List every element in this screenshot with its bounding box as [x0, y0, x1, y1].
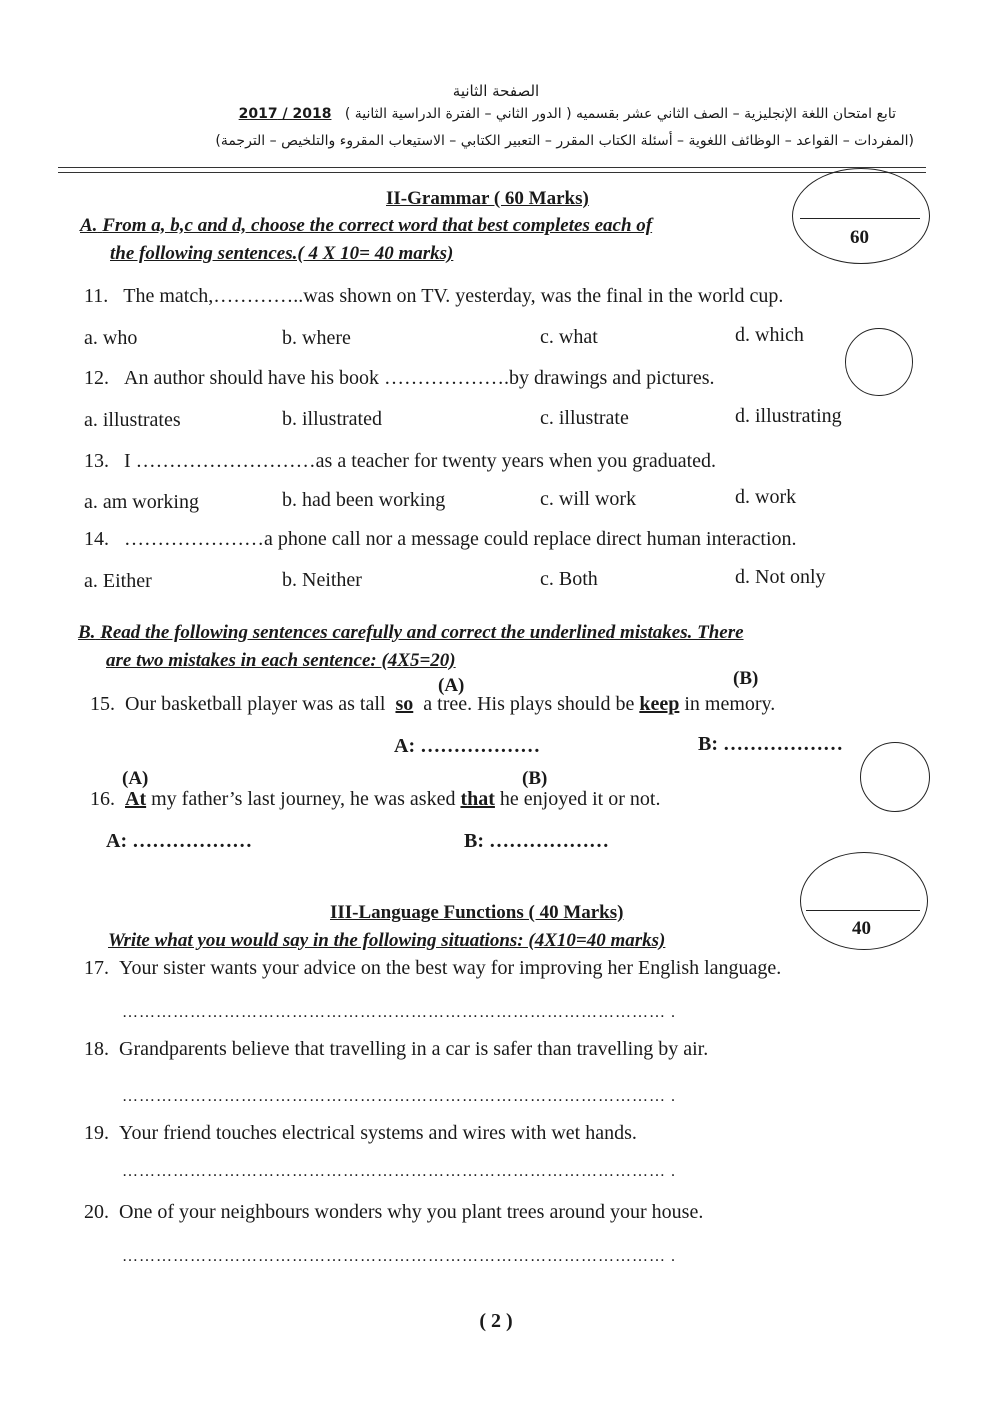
- q15-mistake-a: so: [395, 693, 414, 715]
- q14-option-c: c. Both: [540, 568, 598, 590]
- question-17: 17. Your sister wants your advice on the best way for improving her English language.: [84, 957, 782, 979]
- part-a-instruction: A. From a, b,c and d, choose the correct word that best completes each of: [80, 215, 653, 236]
- q12-option-c: c. illustrate: [540, 407, 629, 429]
- q11-option-b: b. where: [282, 327, 351, 349]
- header-divider: [58, 167, 926, 168]
- exam-topics: (المفردات – القواعد – الوظائف اللغوية – أسئلة الكتاب المقرر – التعبير الكتابي – الاستيعاب المقروء والتلخيص – الترجمة): [215, 133, 914, 149]
- q16-mistake-a: At: [125, 788, 147, 810]
- q15-label-a: (A): [438, 675, 465, 696]
- question-18: 18. Grandparents believe that travelling in a car is safer than travelling by air.: [84, 1038, 709, 1060]
- exam-title-line: [239, 106, 896, 122]
- q12-option-d: d. illustrating: [735, 405, 842, 427]
- question-13: 13. I ………………………as a teacher for twenty years when you graduated.: [84, 450, 717, 472]
- part-b-instruction-line2: are two mistakes in each sentence: (4X5=20): [106, 650, 456, 671]
- functions-instruction: Write what you would say in the following situations: (4X10=40 marks): [108, 930, 666, 951]
- q15-label-b: (B): [733, 668, 759, 689]
- question-20: 20. One of your neighbours wonders why you plant trees around your house.: [84, 1201, 704, 1223]
- grammar-marks-divider: [800, 218, 920, 219]
- grammar-marks-box: [792, 168, 930, 264]
- q16-mistake-b: that: [460, 788, 495, 810]
- question-19: 19. Your friend touches electrical systems and wires with wet hands.: [84, 1122, 637, 1144]
- grammar-title: II-Grammar ( 60 Marks): [386, 188, 589, 209]
- academic-year: 2018 / 2017: [238, 106, 332, 122]
- q15-answer-b[interactable]: B: ………………: [698, 733, 843, 755]
- functions-marks-divider: [806, 910, 920, 911]
- score-circle-15-16: [860, 742, 930, 812]
- q13-option-c: c. will work: [540, 488, 637, 510]
- q16-answer-b[interactable]: B: ………………: [464, 830, 609, 852]
- page-label: الصفحة الثانية: [452, 82, 540, 100]
- answer-line-17[interactable]: …………………………………………………………………………………… .: [122, 1004, 676, 1021]
- q13-option-d: d. work: [735, 486, 797, 508]
- q16-answer-a[interactable]: A: ………………: [106, 830, 253, 852]
- q15-answer-a[interactable]: A: ………………: [394, 735, 541, 757]
- q12-option-a: a. illustrates: [84, 409, 181, 431]
- exam-line: تابع امتحان اللغة الإنجليزية – الصف الثاني عشر بقسميه ( الدور الثاني – الفترة الدراسية الثانية ): [344, 106, 896, 122]
- functions-title: III-Language Functions ( 40 Marks): [330, 902, 624, 923]
- q11-option-c: c. what: [540, 326, 598, 348]
- q13-option-b: b. had been working: [282, 489, 446, 511]
- q15-mistake-b: keep: [639, 693, 680, 715]
- q16-label-b: (B): [522, 768, 548, 789]
- q13-option-a: a. am working: [84, 491, 199, 513]
- header-divider-2: [58, 172, 926, 173]
- q11-option-d: d. which: [735, 324, 804, 346]
- part-b-instruction: B. Read the following sentences carefully and correct the underlined mistakes. There: [78, 622, 744, 643]
- question-12: 12. An author should have his book ……………….by drawings and pictures.: [84, 367, 715, 389]
- question-15: 15. Our basketball player was as tall so a tree. His plays should be keep in memory.: [90, 693, 776, 715]
- functions-total-marks: 40: [852, 918, 871, 939]
- answer-line-20[interactable]: …………………………………………………………………………………… .: [122, 1248, 676, 1265]
- q12-option-b: b. illustrated: [282, 408, 382, 430]
- score-circle-11-14: [845, 328, 913, 396]
- question-14: 14. …………………a phone call nor a message could replace direct human interaction.: [84, 528, 797, 550]
- answer-line-18[interactable]: …………………………………………………………………………………… .: [122, 1088, 676, 1105]
- page-number: ( 2 ): [479, 1310, 513, 1332]
- q16-label-a: (A): [122, 768, 149, 789]
- grammar-total-marks: 60: [850, 227, 869, 248]
- q14-option-b: b. Neither: [282, 569, 362, 591]
- question-11: 11. The match,…………..was shown on TV. yesterday, was the final in the world cup.: [84, 285, 784, 307]
- part-a-instruction-line2: the following sentences.( 4 X 10= 40 marks): [110, 243, 454, 264]
- q11-option-a: a. who: [84, 327, 138, 349]
- q14-option-a: a. Either: [84, 570, 152, 592]
- q14-option-d: d. Not only: [735, 566, 826, 588]
- answer-line-19[interactable]: …………………………………………………………………………………… .: [122, 1163, 676, 1180]
- question-16: 16. At my father’s last journey, he was asked that he enjoyed it or not.: [90, 788, 661, 810]
